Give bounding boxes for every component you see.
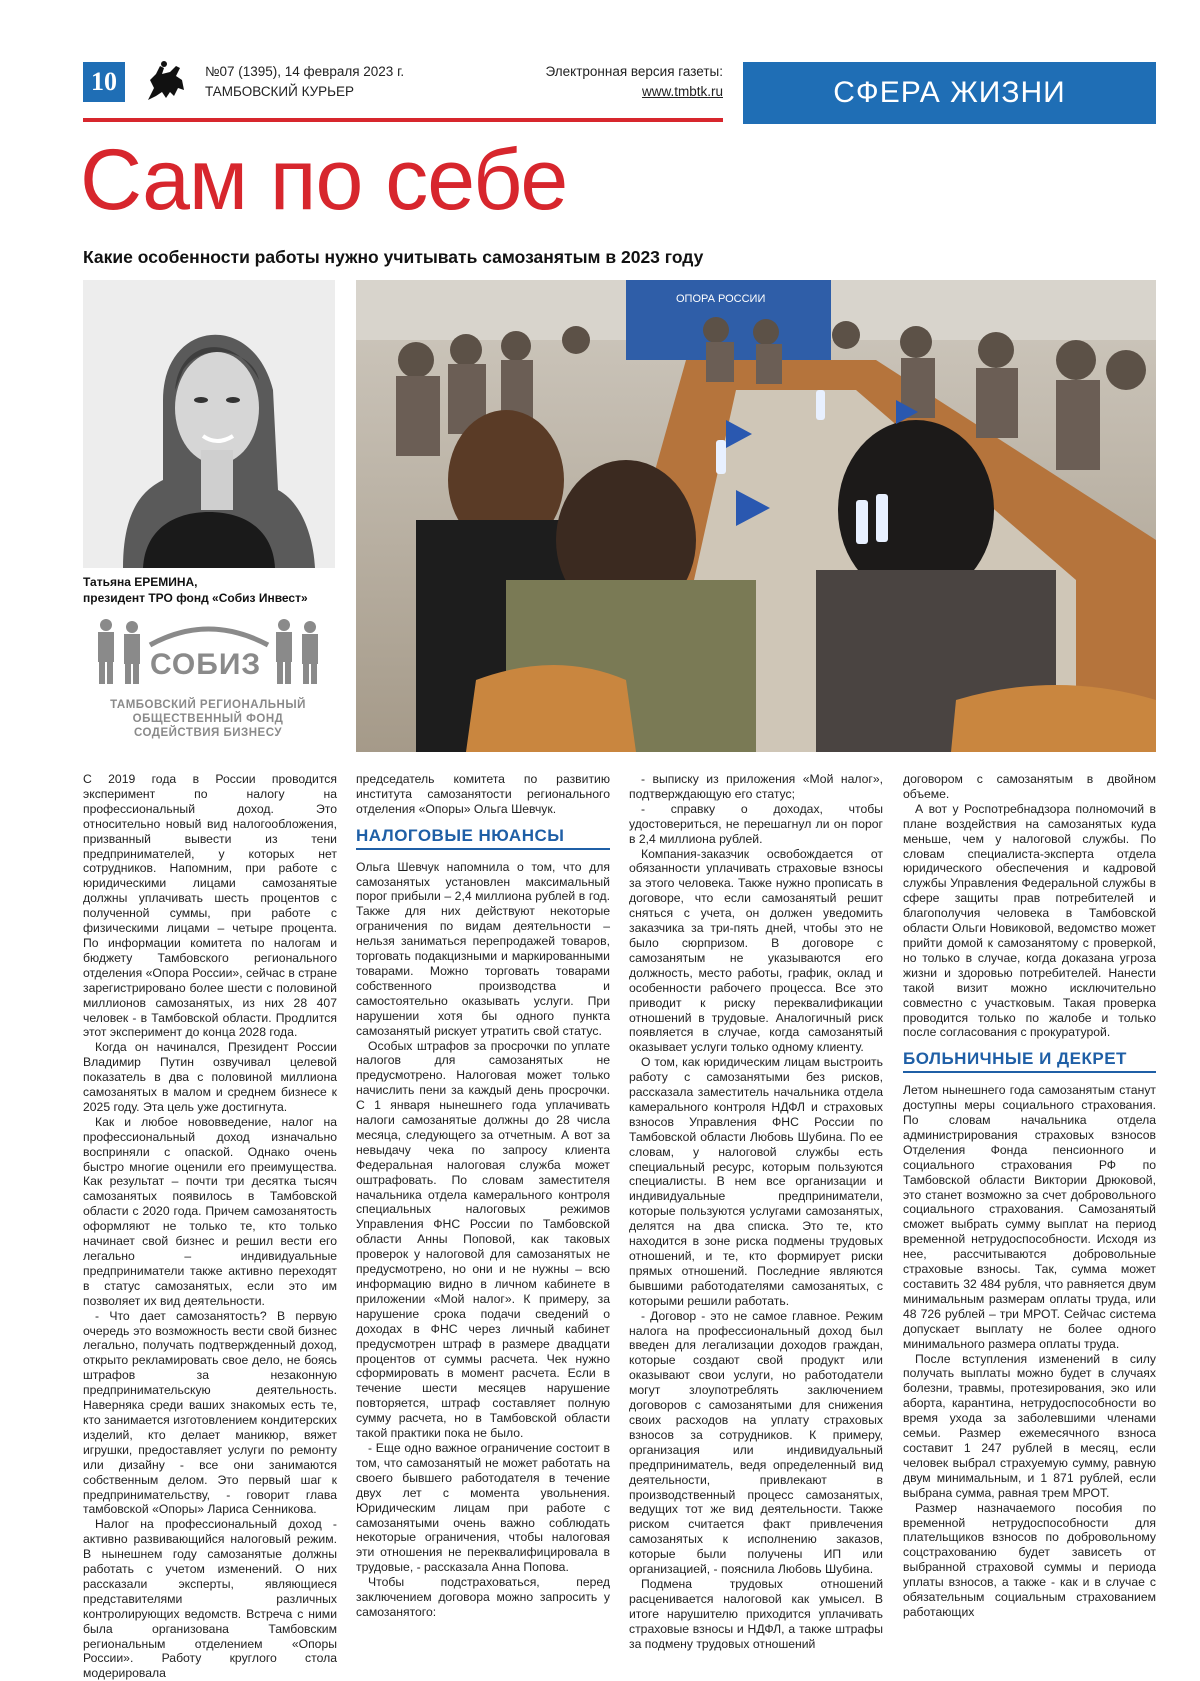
logo-line-3: СОДЕЙСТВИЯ БИЗНЕСУ <box>133 727 283 739</box>
portrait-photo <box>83 280 335 568</box>
caption-name: Татьяна ЕРЕМИНА, <box>83 575 198 589</box>
col3-paragraph: Компания-заказчик освобождается от обязанности уплачивать страховые взносы за этого человека. Также нужно прописать в договоре, что если самозанятый решит сняться с учета, он должен уведомить заказчика за три-пять дней, чтобы это не было сюрпризом. В договоре с самозанятым не указываются его должность, место работы, график, оклад и особенности рабочего процесса. Все это приводит к риску переквалификации отношений в трудовые. Аналогичный риск появляется в случае, когда самозанятый оказывает услуги только одному клиенту. <box>629 846 883 1055</box>
article-column-1 <box>83 772 337 1681</box>
col2-paragraph: Ольга Шевчук напомнила о том, что для самозанятых установлен максимальный порог прибыли – 2,4 миллиона рублей в год. Также для них действуют некоторые ограничения по видам деятельности – нельзя заниматься перепродажей товаров, торговать подакцизными и маркированными товарами. Можно торговать товарами собственного производства и самостоятельно оказывать услуги. При нарушении хотя бы одного пункта самозанятый рискует утратить свой статус. <box>356 859 610 1038</box>
col4-paragraph: Размер назначаемого пособия по временной нетрудоспособности для плательщиков взносов по добровольному соцстрахованию будет зависеть от выбранной страховой суммы и периода уплаты взносов, а также - как и в случае с обязательным социальным страхованием работающих <box>903 1500 1156 1619</box>
sobiz-logo-word: СОБИЗ <box>150 648 262 681</box>
col3-paragraph: - Договор - это не самое главное. Режим налога на профессиональный доход был введен для легализации доходов граждан, которые создают свой продукт или оказывают свои услуги, но работодатели могут злоупотреблять заключением договоров с самозанятыми для снижения своих расходов на уплату страховых взносов за сотрудников. К примеру, организация или индивидуальный предприниматель, ведя определенный вид деятельности, привлекают в производственный процесс самозанятых, ведущих тот же вид деятельности. Также риском считается факт привлечения самозанятых к исполнению заказов, которые были получены ИП или организацией, - пояснила Любовь Шубина. <box>629 1308 883 1577</box>
caption-role: президент ТРО фонд «Собиз Инвест» <box>83 591 308 605</box>
col2-paragraph: Особых штрафов за просрочки по уплате налогов для самозанятых не предусмотрено. Налоговая может только начислить пени за каждый день просрочки. С 1 января нынешнего года уплачивать налоги самозанятые должны до 28 числа месяца, следующего за отчетным. А вот за невыдачу чека по запросу клиента Федеральная налоговая служба может оштрафовать. По словам заместителя начальника отдела камерального контроля специальных налоговых режимов Управления ФНС России по Тамбовской области Анны Поповой, как таковых проверок у налоговой для самозанятых не предусмотрено, но они и не нужны – всю информацию видно в личном кабинете в приложении «Мой налог». К примеру, за нарушение срока подачи сведений о доходах в ФНС через личный кабинет предусмотрен штраф в размере двадцати процентов от суммы расчета. Чек нужно сформировать в момент расчета. Если в течение шести месяцев нарушение повторяется, штраф составляет полную сумму расчета, но в Тамбовской области такой практики пока не было. <box>356 1038 610 1441</box>
meeting-photo <box>356 280 1156 752</box>
photo-banner-text: ОПОРА РОССИИ <box>676 293 766 305</box>
horse-rider-emblem-icon <box>140 58 190 108</box>
paper-name: ТАМБОВСКИЙ КУРЬЕР <box>205 84 355 99</box>
subheadline: Какие особенности работы нужно учитывать самозанятым в 2023 году <box>83 247 704 267</box>
portrait-caption <box>83 574 343 606</box>
article-column-2 <box>356 772 610 1620</box>
header-divider <box>83 118 723 122</box>
article-column-4 <box>903 772 1156 1620</box>
headline: Сам по себе <box>80 132 568 228</box>
ev-label: Электронная версия газеты: <box>545 64 723 79</box>
col4-paragraph: После вступления изменений в силу получать выплаты можно будет в случаях болезни, травмы, протезирования, эко или аборта, карантина, нетрудоспособности во время ухода за заболевшими членами семьи. Размер ежемесячного взноса составит 1 247 рублей в месяц, если человек выбрал страхуемую сумму, равную двум минимальным, и 1 871 рублей, если выбрана сумма, равная трем МРОТ. <box>903 1351 1156 1500</box>
col4-intro: договором с самозанятым в двойном объеме. <box>903 772 1156 801</box>
col2-intro: председатель комитета по развитию института самозанятости регионального отделения «Опоры» Ольга Шевчук. <box>356 772 610 816</box>
electronic-version <box>520 62 723 102</box>
col3-paragraph: Подмена трудовых отношений расценивается налоговой как умысел. В итоге нарушителю приходится уплачивать страховые взносы и НДФЛ, а также штрафы за подмену трудовых отношений <box>629 1576 883 1651</box>
article-column-3 <box>629 772 883 1651</box>
logo-line-2: ОБЩЕСТВЕННЫЙ ФОНД <box>132 713 284 725</box>
col1-paragraph: - Что дает самозанятость? В первую очередь это возможность вести свой бизнес легально, получать подтвержденный доход, открыто рекламировать свое дело, не боясь штрафов за незаконную предпринимательскую деятельность. Наверняка среди ваших знакомых есть те, кто занимается изготовлением кондитерских изделий, кто делает маникюр, вяжет игрушки, предоставляет услуги по ремонту или дизайну - все они занимаются собственным делом. Это первый шаг к предпринимательству, - говорит глава тамбовской «Опоры» Лариса Сенникова. <box>83 1308 337 1517</box>
col2-paragraph: Чтобы подстраховаться, перед заключением договора можно запросить у самозанятого: <box>356 1575 610 1619</box>
col3-paragraph: - выписку из приложения «Мой налог», подтверждающую его статус; <box>629 772 883 801</box>
section-heading-tax: НАЛОГОВЫЕ НЮАНСЫ <box>356 829 610 850</box>
col3-paragraph: О том, как юридическим лицам выстроить работу с самозанятыми без рисков, рассказала заместитель начальника отдела камерального контроля НДФЛ и страховых взносов Управления ФНС России по Тамбовской области Любовь Шубина. По ее словам, у налоговой службы есть специальный ресурс, которым пользуются специалисты. В нем все организации и индивидуальные предприниматели, которые пользуются услугами самозанятых, делятся на два списка. Это те, кто находится в зоне риска подмены трудовых отношений, и те, кто формирует риски прямых отношений. Последние являются бывшими работодателями самозанятых, с которыми решили работать. <box>629 1055 883 1308</box>
issue-info <box>205 62 404 102</box>
sobiz-logo-subtitle <box>83 698 333 740</box>
logo-line-1: ТАМБОВСКИЙ РЕГИОНАЛЬНЫЙ <box>110 699 306 711</box>
col1-paragraph: С 2019 года в России проводится эксперимент по налогу на профессиональный доход. Это относительно новый вид налогообложения, призванный вывести из тени предпринимателей, у которых нет сотрудников. Напомним, при работе с юридическими лицами самозанятые должны уплачивать шесть процентов с полученной суммы, при работе с физическими лицами – четыре процента. По информации комитета по налогам и бюджету Тамбовского регионального отделения «Опора России», сейчас в стране зарегистрировано более шести с половиной миллионов самозанятых, из них 28 407 человек - в Тамбовской области. Продлится этот эксперимент до конца 2028 года. <box>83 772 337 1040</box>
col1-paragraph: Налог на профессиональный доход - активно развивающийся налоговый режим. В нынешнем году самозанятые должны работать с учетом изменений. О них рассказали эксперты, являющиеся представителями различных контролирующих ведомств. Встреча с ними была организована Тамбовским региональным отделением «Опоры России». Работу круглого стола модерировала <box>83 1517 337 1681</box>
col2-paragraph: - Еще одно важное ограничение состоит в том, что самозанятый не может работать на своего бывшего работодателя в течение двух лет с момента увольнения. Юридическим лицам при работе с самозанятыми очень важно соблюдать некоторые ограничения, чтобы налоговая эти отношения не переквалифицировала в трудовые, - рассказала Анна Попова. <box>356 1440 610 1575</box>
col4-paragraph: А вот у Роспотребнадзора полномочий в плане воздействия на самозанятых куда меньше, чем у налоговой службы. По словам специалиста-эксперта отдела юридического обеспечения и кадровой службы Управления Федеральной службы в сфере защиты прав потребителей и благополучия человека в Тамбовской области Ольги Новиковой, ведомство может прийти домой к самозанятому с проверкой, но только в случае, когда доказана угроза жизни и здоровью потребителей. Нанести такой визит можно исключительно совместно с участковым. Такая проверка проводится только по жалобе и только после согласования с прокуратурой. <box>903 801 1156 1040</box>
section-heading-sick-leave: БОЛЬНИЧНЫЕ И ДЕКРЕТ <box>903 1052 1156 1073</box>
website-link[interactable]: www.tmbtk.ru <box>641 84 723 99</box>
col4-paragraph: Летом нынешнего года самозанятым станут доступны меры социального страхования. По словам начальника отдела администрирования страховых взносов Отделения Фонда пенсионного и социального страхования РФ по Тамбовской области Виктории Дрюковой, это станет возможно за счет добровольного социального страхования. Самозанятый сможет выбрать сумму выплат на период временной нетрудоспособности. Исходя из нее, рассчитываются добровольные страховые взносы. Так, сумма может составить 32 484 рубля, что равняется двум минимальным размерам оплаты труда, или 48 726 рублей – три МРОТ. Сейчас система допускает выплату не более одного минимального размера оплаты труда. <box>903 1083 1156 1351</box>
issue-line: №07 (1395), 14 февраля 2023 г. <box>205 64 405 79</box>
col1-paragraph: Как и любое нововведение, налог на профессиональный доход изначально восприняли с опаской. Однако очень быстро многие оценили его преимущества. Как результат – почти три десятка тысяч самозанятых появилось в Тамбовской области с 2020 года. Причем самозанятость оформляют не только те, кто только начинает свой бизнес и решил вести его легально – индивидуальные предприниматели также активно переходят в статус самозанятых, если это им позволяет их вид деятельности. <box>83 1114 337 1308</box>
section-banner: СФЕРА ЖИЗНИ <box>743 62 1156 124</box>
col1-paragraph: Когда он начинался, Президент России Владимир Путин озвучивал целевой показатель в два с половиной миллиона самозанятых в малом и среднем бизнесе к 2025 году. Эта цель уже достигнута. <box>83 1040 337 1114</box>
col3-paragraph: - справку о доходах, чтобы удостовериться, не перешагнул ли он порог в 2,4 миллиона рублей. <box>629 801 883 846</box>
page-number: 10 <box>83 62 125 102</box>
